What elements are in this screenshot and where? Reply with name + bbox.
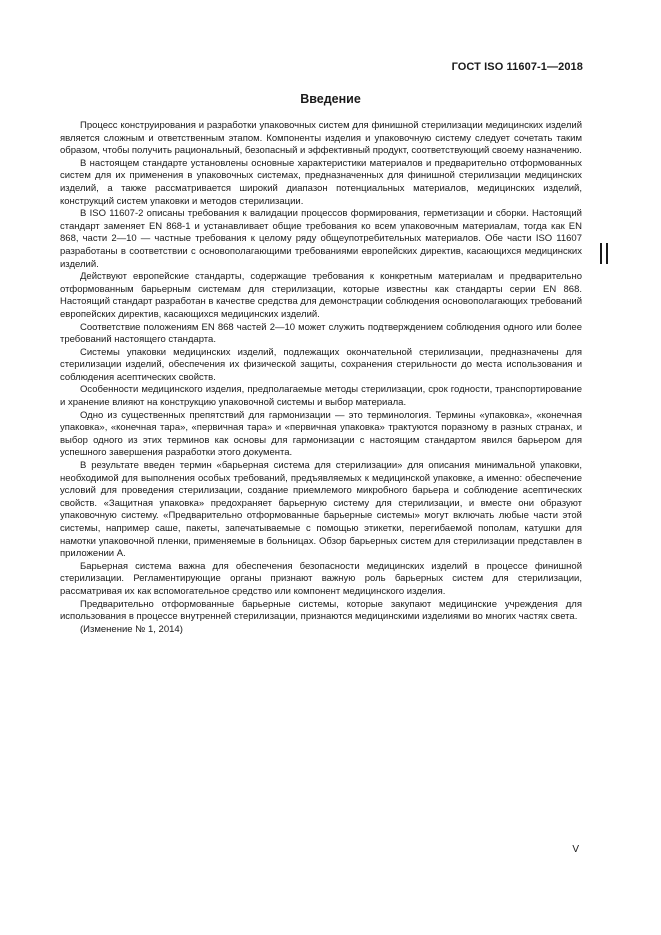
section-title: Введение [300,92,361,106]
amendment-note: (Изменение № 1, 2014) [80,623,183,635]
change-marker [600,243,609,264]
paragraph: Предварительно отформованные барьерные системы, которые закупают медицинские учреждения для использования в процессе внутренней стерилизации, признаются медицинскими изделиями во многих частях света. [60,598,582,623]
paragraph: В настоящем стандарте установлены основные характеристики материалов и предварительно отформованных систем для их применения в упаковочных системах, предназначенных для финишной стерилизации медицинских изделий, а также рассматривается широкий диапазон потенциальных материалов, медицинских изделий, конструкций систем упаковки и методов стерилизации. [60,157,582,207]
paragraph: Барьерная система важна для обеспечения безопасности медицинских изделий в процессе финишной стерилизации. Регламентирующие органы признают важную роль барьерных систем для стерилизации, рассматривая их как вспомогательное средство или компонент медицинского изделия. [60,560,582,597]
introduction-text [60,120,582,636]
page-number: V [572,844,579,855]
document-code: ГОСТ ISO 11607-1—2018 [451,61,583,73]
paragraph: Системы упаковки медицинских изделий, подлежащих окончательной стерилизации, предназначены для стерилизации изделий, обеспечения их физической защиты, сохранения стерильности до места использования и соблюдения асептических свойств. [60,346,582,383]
paragraph: Особенности медицинского изделия, предполагаемые методы стерилизации, срок годности, транспортирование и хранение влияют на конструкцию упаковочной системы и выбор материала. [60,384,582,409]
paragraph: В результате введен термин «барьерная система для стерилизации» для описания минимальной упаковки, необходимой для выполнения особых требований, предъявляемых к медицинской упаковке, а именно: обеспечение условий для проведения стерилизации, создание приемлемого микробного барьера и соблюдение асептических свойств. «Защитная упаковка» предохраняет барьерную систему для стерилизации, и вместе они образуют упаковочную систему. «Предварительно отформованные барьерные системы» могут включать любые части этой системы, например саше, пакеты, запечатываемые с помощью этикетки, перегибаемой пополам, катушки для намотки упаковочной пленки, применяемые в больницах. Обзор барьерных систем для стерилизации представлен в приложении А. [60,460,582,560]
paragraph: Процесс конструирования и разработки упаковочных систем для финишной стерилизации медицинских изделий является сложным и ответственным этапом. Компоненты изделия и упаковочную систему следует сочетать таким образом, чтобы получить рациональный, безопасный и эффективный продукт, соответствующий своему назначению. [60,120,582,157]
paragraph: Соответствие положениям EN 868 частей 2—10 может служить подтверждением соблюдения одного или более требований настоящего стандарта. [60,321,582,346]
paragraph: Одно из существенных препятствий для гармонизации — это терминология. Термины «упаковка», «конечная упаковка», «конечная тара», «первичная тара» и «первичная упаковка» трактуются поразному в разных странах, и выбор одного из этих терминов как основы для гармонизации с настоящим стандартом явился барьером для успешного завершения разработки этого документа. [60,409,582,459]
paragraph: В ISO 11607-2 описаны требования к валидации процессов формирования, герметизации и сборки. Настоящий стандарт заменяет EN 868-1 и устанавливает общие требования ко всем упаковочным материалам, тогда как EN 868, части 2—10 — частные требования к целому ряду общеупотребительных материалов. Обе части ISO 11607 разработаны в соответствии с основополагающими требованиями европейских директив, касающихся медицинских изделий. [60,208,582,270]
paragraph: Действуют европейские стандарты, содержащие требования к конкретным материалам и предварительно отформованным барьерным системам для стерилизации, которые известны как стандарты серии EN 868. Настоящий стандарт разработан в качестве средства для демонстрации соблюдения основополагающих требований европейских директив, касающихся медицинских изделий. [60,271,582,320]
